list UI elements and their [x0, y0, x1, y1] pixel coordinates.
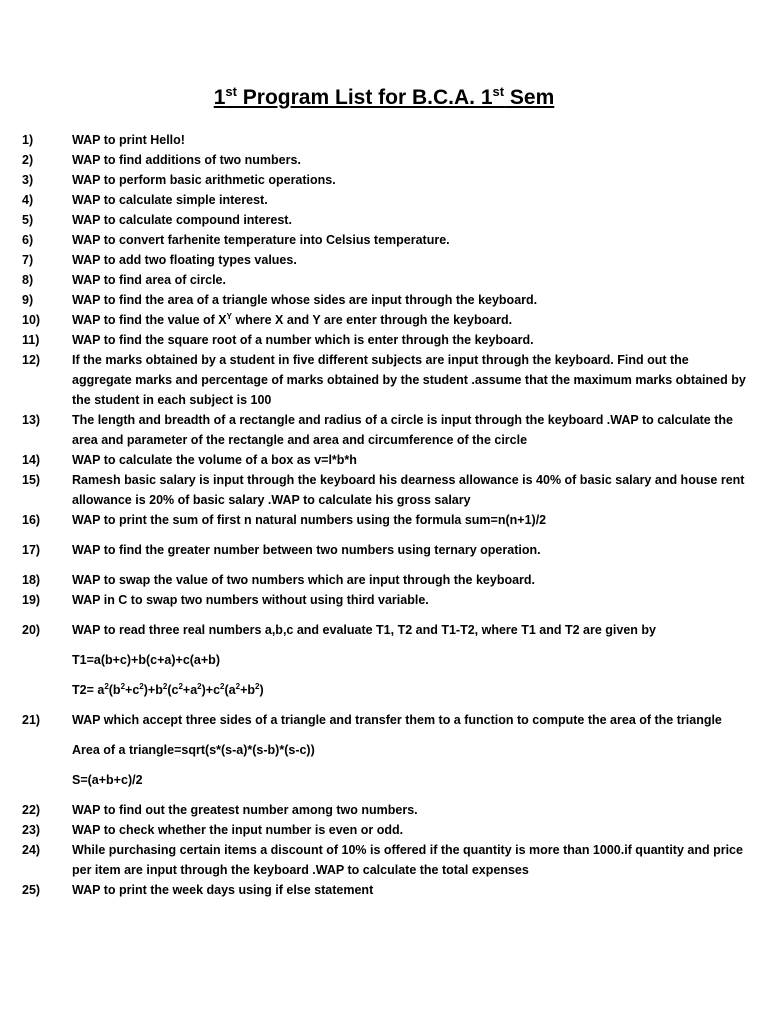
- formula-part: )+c: [201, 683, 221, 697]
- title-superscript: st: [225, 84, 237, 99]
- exponent: 2: [178, 681, 183, 691]
- item-number: 25): [22, 883, 41, 897]
- item-number: 2): [22, 153, 34, 167]
- formula-part: (a: [224, 683, 236, 697]
- item-text: WAP to find the area of a triangle whose sides are input through the keyboard.: [72, 293, 538, 307]
- item-number: 7): [22, 253, 34, 267]
- item-text: WAP to check whether the input number is even or odd.: [72, 823, 404, 837]
- item-text: The length and breadth of a rectangle and radius of a circle is input through the keyboard .WAP to calculate the area and parameter of the rectangle and area and circumference of the circle: [72, 413, 733, 447]
- list-item: [22, 540, 746, 560]
- formula-t2: [22, 680, 746, 700]
- item-number: 24): [22, 843, 41, 857]
- list-item: [22, 450, 746, 470]
- list-item: [22, 130, 746, 150]
- item-number: 21): [22, 713, 41, 727]
- list-item: [22, 800, 746, 820]
- item-text: If the marks obtained by a student in five different subjects are input through the keyboard. Find out the aggregate marks and percentage of marks obtained by the student .assume that the maximum marks obtained by the student in each subject is 100: [72, 353, 746, 407]
- list-item: [22, 410, 746, 450]
- formula-part: )+b: [143, 683, 163, 697]
- list-item: [22, 190, 746, 210]
- exponent: 2: [104, 681, 109, 691]
- formula-part: ): [259, 683, 264, 697]
- list-item: [22, 270, 746, 290]
- item-number: 6): [22, 233, 34, 247]
- title-text: [214, 86, 555, 109]
- item-text: WAP which accept three sides of a triangle and transfer them to a function to compute the area of the triangle: [72, 713, 722, 727]
- item-text: WAP to print Hello!: [72, 133, 185, 147]
- formula-s: S=(a+b+c)/2: [72, 773, 143, 787]
- item-number: 4): [22, 193, 34, 207]
- item-text: While purchasing certain items a discount of 10% is offered if the quantity is more than 1000.if quantity and price per item are input through the keyboard .WAP to calculate the total expenses: [72, 843, 743, 877]
- list-item: [22, 210, 746, 230]
- list-item: [22, 150, 746, 170]
- exponent: Y: [226, 311, 232, 321]
- page-title: [0, 84, 768, 110]
- item-text: WAP to find the square root of a number which is enter through the keyboard.: [72, 333, 534, 347]
- item-text-part: where X and Y are enter through the keyboard.: [231, 313, 513, 327]
- title-part: 1: [213, 86, 226, 109]
- item-text: WAP to find additions of two numbers.: [72, 153, 301, 167]
- item-text: WAP to swap the value of two numbers which are input through the keyboard.: [72, 573, 536, 587]
- exponent: 2: [220, 681, 225, 691]
- item-number: 23): [22, 823, 41, 837]
- list-item: [22, 330, 746, 350]
- item-text-part: WAP to find the value of X: [72, 313, 227, 327]
- list-item: [22, 710, 746, 730]
- item-text: WAP to add two floating types values.: [72, 253, 297, 267]
- item-text: Ramesh basic salary is input through the keyboard his dearness allowance is 40% of basic salary and house rent allowance is 20% of basic salary .WAP to calculate his gross salary: [72, 473, 745, 507]
- list-item: [22, 590, 746, 610]
- exponent: 2: [197, 681, 202, 691]
- item-number: 11): [22, 333, 40, 347]
- item-text: WAP to read three real numbers a,b,c and evaluate T1, T2 and T1-T2, where T1 and T2 are given by: [72, 623, 656, 637]
- formula-part: +a: [182, 683, 198, 697]
- item-number: 22): [22, 803, 41, 817]
- item-text: WAP to find the greater number between two numbers using ternary operation.: [72, 543, 541, 557]
- item-text: WAP to calculate the volume of a box as v=l*b*h: [72, 453, 357, 467]
- item-number: 14): [22, 453, 41, 467]
- item-text: WAP to calculate compound interest.: [72, 213, 292, 227]
- list-item: [22, 620, 746, 640]
- item-number: 18): [22, 573, 41, 587]
- exponent: 2: [162, 681, 168, 691]
- item-number: 13): [22, 413, 41, 427]
- formula-part: +b: [240, 683, 255, 697]
- item-text: WAP to find out the greatest number among two numbers.: [72, 803, 418, 817]
- item-number: 19): [22, 593, 41, 607]
- list-item: [22, 310, 746, 330]
- program-list: [22, 130, 746, 900]
- title-part: Sem: [504, 86, 555, 109]
- item-number: 9): [22, 293, 34, 307]
- item-number: 12): [22, 353, 41, 367]
- item-text: WAP to print the week days using if else statement: [72, 883, 374, 897]
- item-number: 3): [22, 173, 34, 187]
- list-item: [22, 840, 746, 880]
- exponent: 2: [255, 681, 260, 691]
- item-number: 10): [22, 313, 41, 327]
- item-number: 8): [22, 273, 34, 287]
- item-text: WAP to print the sum of first n natural numbers using the formula sum=n(n+1)/2: [72, 513, 547, 527]
- item-text: WAP to find area of circle.: [72, 273, 226, 287]
- title-superscript: st: [492, 84, 505, 99]
- formula-part: T2= a: [72, 683, 105, 697]
- list-item: [22, 290, 746, 310]
- list-item: [22, 570, 746, 590]
- item-number: 20): [22, 623, 41, 637]
- formula-part: +c: [125, 683, 140, 697]
- item-number: 16): [22, 513, 41, 527]
- item-text: WAP to calculate simple interest.: [72, 193, 268, 207]
- title-part: Program List for B.C.A. 1: [236, 86, 493, 109]
- list-item: [22, 170, 746, 190]
- item-number: 17): [22, 543, 41, 557]
- list-item: [22, 880, 746, 900]
- list-item: [22, 820, 746, 840]
- item-text: WAP to perform basic arithmetic operations.: [72, 173, 336, 187]
- formula-area: Area of a triangle=sqrt(s*(s-a)*(s-b)*(s-c)): [72, 743, 315, 757]
- item-text: [72, 313, 512, 327]
- list-item: [22, 510, 746, 530]
- item-text: WAP in C to swap two numbers without using third variable.: [72, 593, 429, 607]
- list-item: [22, 250, 746, 270]
- exponent: 2: [235, 681, 241, 691]
- item-number: 5): [22, 213, 34, 227]
- list-item: [22, 230, 746, 250]
- item-number: 1): [22, 133, 34, 147]
- formula-t1: T1=a(b+c)+b(c+a)+c(a+b): [72, 653, 220, 667]
- list-item: [22, 470, 746, 510]
- item-text: WAP to convert farhenite temperature into Celsius temperature.: [72, 233, 450, 247]
- formula-part: (b: [108, 683, 121, 697]
- item-number: 15): [22, 473, 41, 487]
- exponent: 2: [139, 681, 144, 691]
- exponent: 2: [120, 681, 126, 691]
- formula-part: (c: [167, 683, 179, 697]
- list-item: [22, 350, 746, 410]
